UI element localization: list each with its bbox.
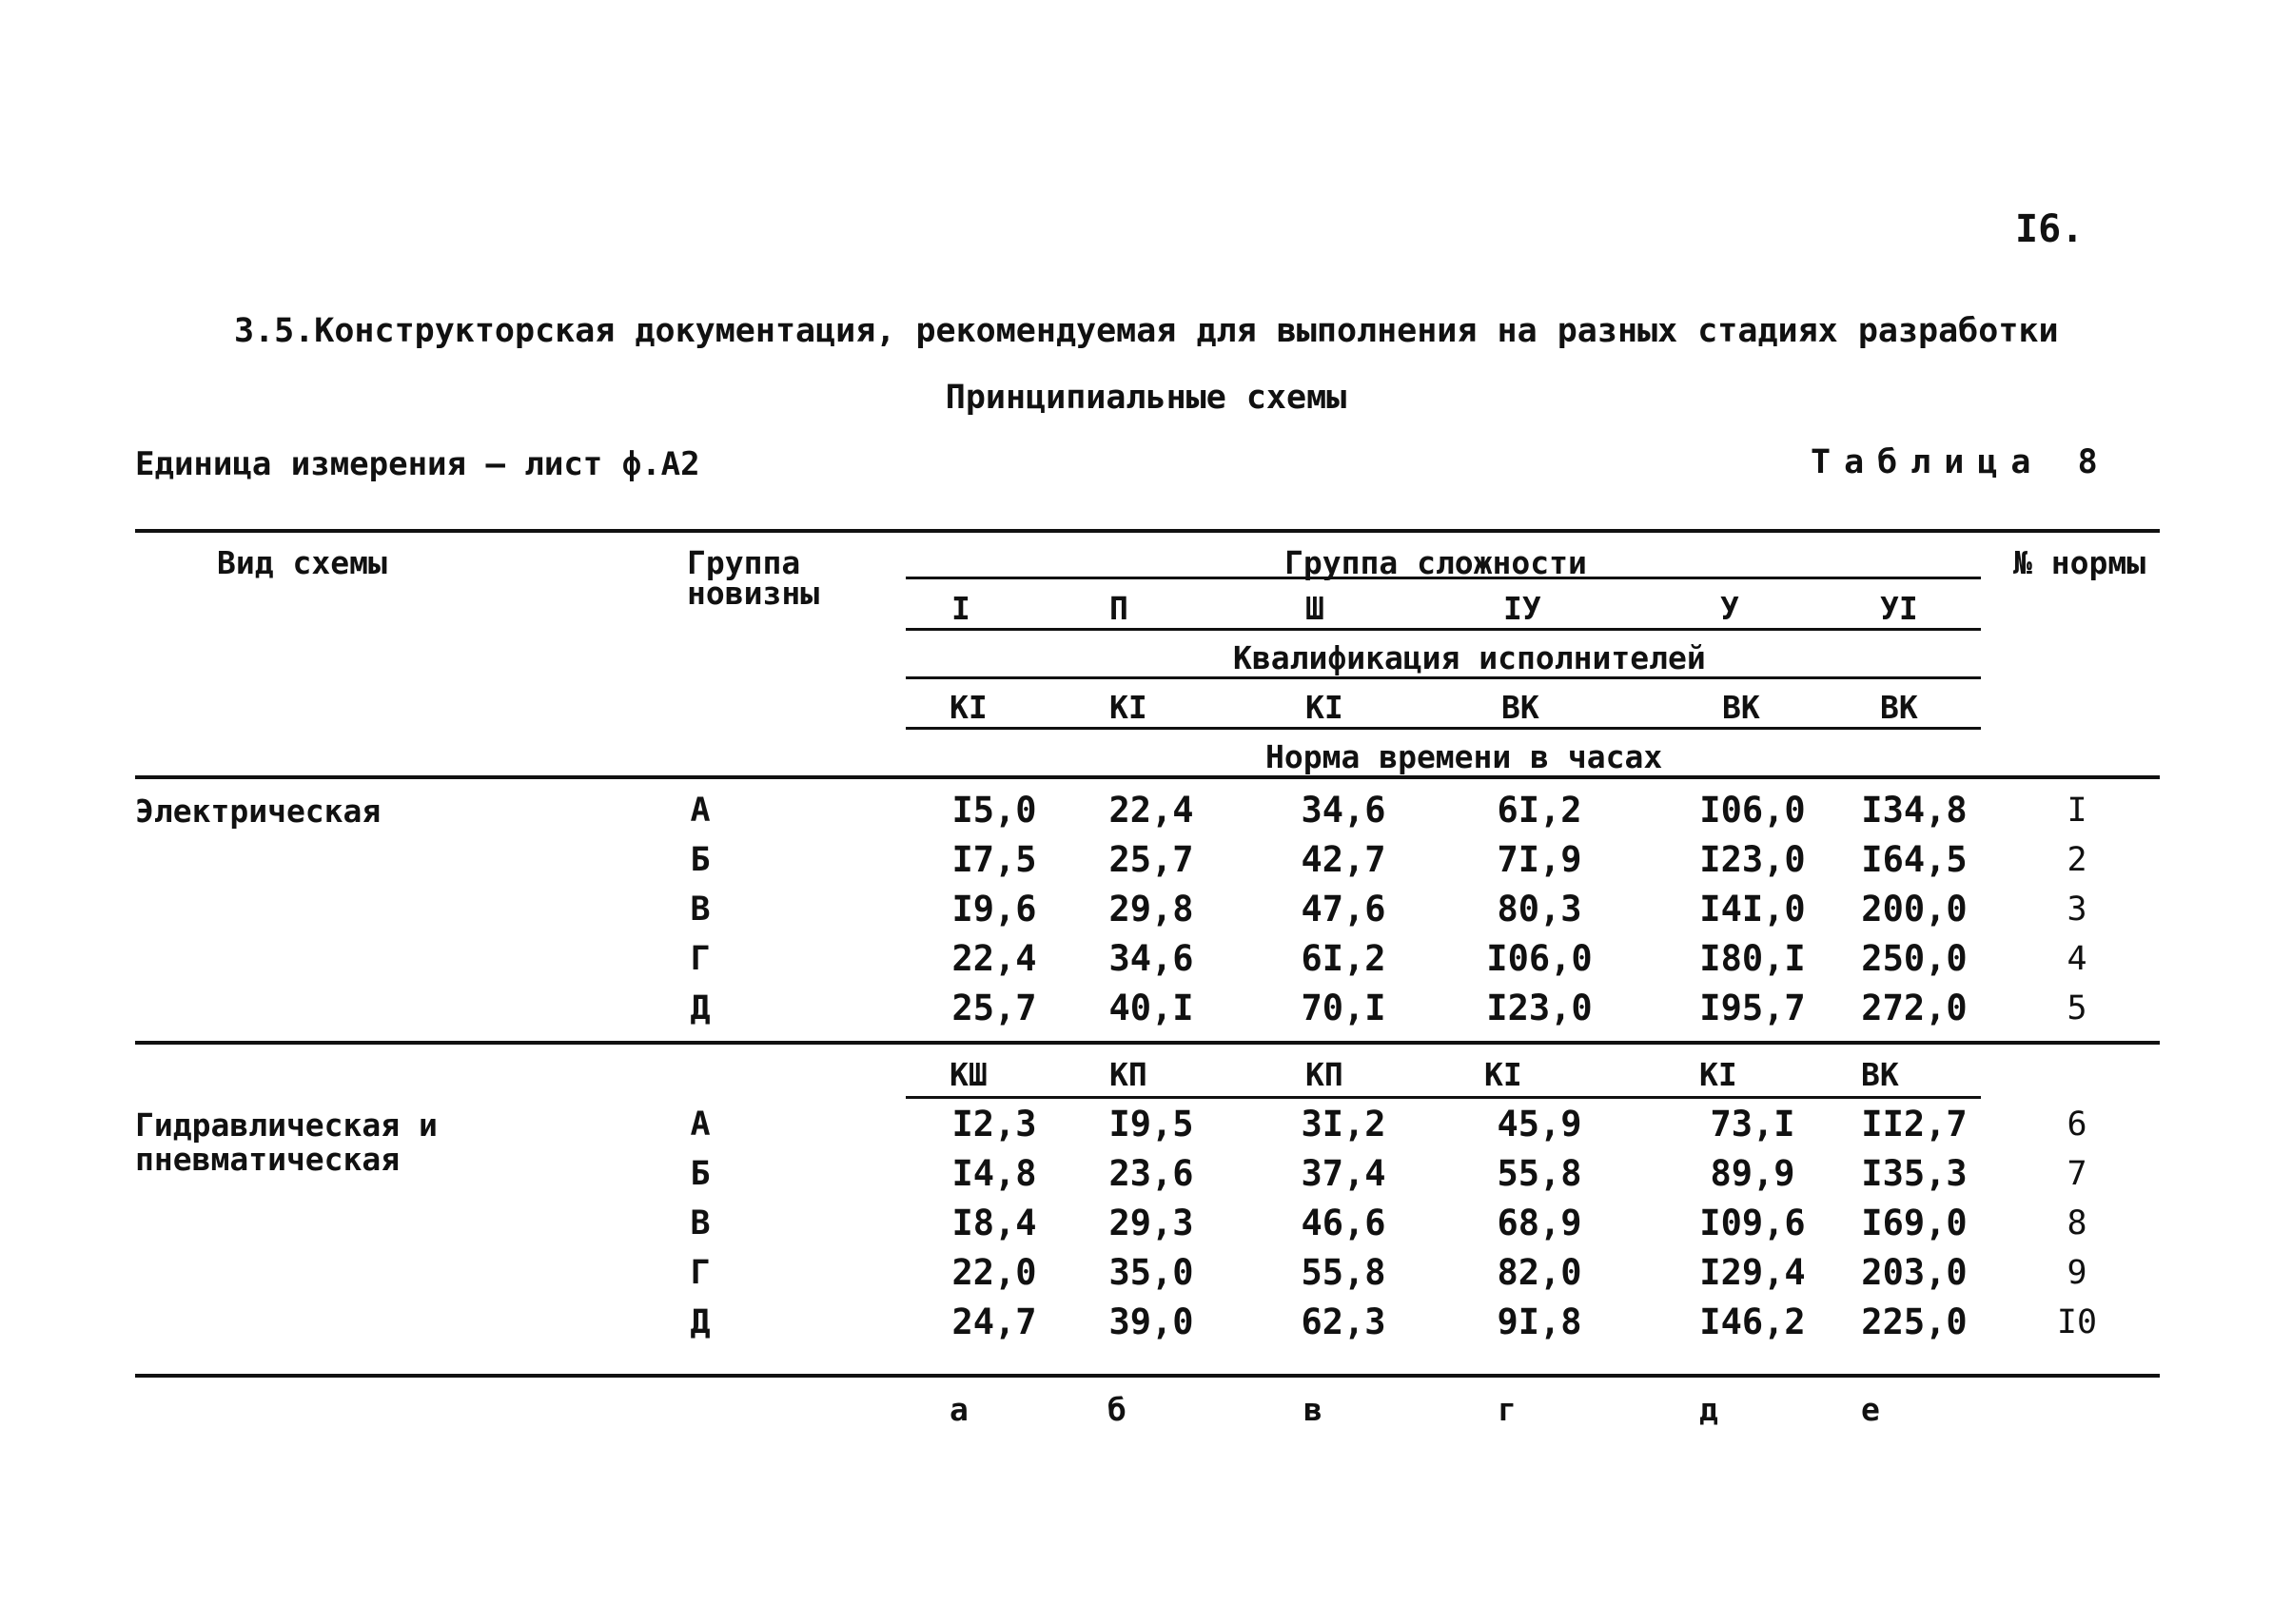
header-norm-number: № нормы xyxy=(2013,544,2146,581)
table-label: Таблица 8 xyxy=(1811,443,2111,481)
time-value: 55,8 xyxy=(1497,1153,1582,1194)
time-value: 34,6 xyxy=(1108,938,1194,979)
time-value: 6I,2 xyxy=(1301,938,1386,979)
novelty-group: Г xyxy=(690,1254,711,1292)
time-value: 3I,2 xyxy=(1301,1104,1386,1145)
levels-rule xyxy=(906,628,1981,631)
column-letter: г xyxy=(1498,1391,1517,1428)
qualification-code: ВК xyxy=(1861,1056,1899,1093)
norm-number: 4 xyxy=(2067,940,2087,978)
time-value: 22,4 xyxy=(951,938,1037,979)
time-value: 29,3 xyxy=(1108,1203,1194,1243)
complexity-level: П xyxy=(1109,590,1128,627)
qualification-code: КI xyxy=(950,689,988,726)
complexity-level: У xyxy=(1720,590,1739,627)
time-value: 22,0 xyxy=(951,1252,1037,1293)
header-complexity-group: Группа сложности xyxy=(1284,544,1587,581)
header-bottom-rule xyxy=(135,775,2160,779)
time-value: 68,9 xyxy=(1497,1203,1582,1243)
time-value: 89,9 xyxy=(1710,1153,1795,1194)
time-value: 42,7 xyxy=(1301,839,1386,880)
section2-label-line2: пневматическая xyxy=(135,1141,401,1178)
time-value: 80,3 xyxy=(1497,889,1582,929)
time-value: 46,6 xyxy=(1301,1203,1386,1243)
section2-codes-rule xyxy=(906,1096,1981,1099)
header-novelty-group-line1: Группа xyxy=(687,544,801,581)
time-value: I06,0 xyxy=(1699,790,1806,831)
column-letter: б xyxy=(1107,1391,1126,1428)
complexity-level: I xyxy=(951,590,970,627)
time-value: I2,3 xyxy=(951,1104,1037,1145)
novelty-group: В xyxy=(690,890,711,929)
time-value: I7,5 xyxy=(951,839,1037,880)
section-heading: 3.5.Конструкторская документация, рекомендуемая для выполнения на разных стадиях разработки xyxy=(234,312,2059,350)
time-value: I80,I xyxy=(1699,938,1806,979)
time-value: 24,7 xyxy=(951,1301,1037,1342)
time-value: 23,6 xyxy=(1108,1153,1194,1194)
time-value: I69,0 xyxy=(1861,1203,1968,1243)
header-time-norm: Норма времени в часах xyxy=(1265,738,1663,775)
time-value: 40,I xyxy=(1108,988,1194,1028)
time-value: 55,8 xyxy=(1301,1252,1386,1293)
time-value: I23,0 xyxy=(1699,839,1806,880)
qualification-code: КI xyxy=(1484,1056,1522,1093)
time-value: 203,0 xyxy=(1861,1252,1968,1293)
time-value: I64,5 xyxy=(1861,839,1968,880)
column-letter: е xyxy=(1861,1391,1880,1428)
norm-number: 6 xyxy=(2067,1105,2087,1144)
qualification-rule xyxy=(906,676,1981,679)
table-subheading: Принципиальные схемы xyxy=(945,379,1347,417)
qualification-code: ВК xyxy=(1722,689,1760,726)
time-value: I95,7 xyxy=(1699,988,1806,1028)
time-value: I09,6 xyxy=(1699,1203,1806,1243)
time-value: I29,4 xyxy=(1699,1252,1806,1293)
qualification-code: КI xyxy=(1109,689,1147,726)
norm-number: 8 xyxy=(2067,1204,2087,1242)
qualification-code: КI xyxy=(1305,689,1343,726)
novelty-group: В xyxy=(690,1204,711,1242)
time-value: 25,7 xyxy=(1108,839,1194,880)
codes-rule xyxy=(906,727,1981,730)
norm-number: 5 xyxy=(2067,989,2087,1027)
time-value: 35,0 xyxy=(1108,1252,1194,1293)
time-value: 7I,9 xyxy=(1497,839,1582,880)
time-value: I35,3 xyxy=(1861,1153,1968,1194)
time-value: I4,8 xyxy=(951,1153,1037,1194)
novelty-group: Б xyxy=(690,1155,711,1193)
norm-number: 9 xyxy=(2067,1254,2087,1292)
novelty-group: Д xyxy=(690,1303,711,1341)
qualification-code: ВК xyxy=(1880,689,1918,726)
novelty-group: А xyxy=(690,792,711,830)
page-number: I6. xyxy=(2015,207,2085,251)
column-letter: а xyxy=(950,1391,969,1428)
time-value: 272,0 xyxy=(1861,988,1968,1028)
time-value: 34,6 xyxy=(1301,790,1386,831)
header-novelty-group-line2: новизны xyxy=(687,575,820,612)
novelty-group: Д xyxy=(690,989,711,1027)
unit-label: Единица измерения – лист ф.А2 xyxy=(135,445,700,483)
column-letter: д xyxy=(1699,1391,1718,1428)
qualification-code: КШ xyxy=(950,1056,988,1093)
time-value: 45,9 xyxy=(1497,1104,1582,1145)
section1-label: Электрическая xyxy=(135,792,382,830)
qualification-code: КП xyxy=(1109,1056,1147,1093)
novelty-group: А xyxy=(690,1105,711,1144)
norm-number: I0 xyxy=(2056,1303,2098,1341)
time-value: 225,0 xyxy=(1861,1301,1968,1342)
time-value: II2,7 xyxy=(1861,1104,1968,1145)
time-value: I5,0 xyxy=(951,790,1037,831)
time-value: 29,8 xyxy=(1108,889,1194,929)
column-letter: в xyxy=(1303,1391,1322,1428)
time-value: I9,6 xyxy=(951,889,1037,929)
norm-number: I xyxy=(2067,792,2087,830)
novelty-group: Г xyxy=(690,940,711,978)
time-value: I9,5 xyxy=(1108,1104,1194,1145)
norm-number: 7 xyxy=(2067,1155,2087,1193)
norm-number: 3 xyxy=(2067,890,2087,929)
time-value: 37,4 xyxy=(1301,1153,1386,1194)
time-value: I46,2 xyxy=(1699,1301,1806,1342)
qualification-code: КП xyxy=(1305,1056,1343,1093)
section-divider-rule xyxy=(135,1041,2160,1045)
time-value: 82,0 xyxy=(1497,1252,1582,1293)
time-value: 39,0 xyxy=(1108,1301,1194,1342)
time-value: I34,8 xyxy=(1861,790,1968,831)
table-top-rule xyxy=(135,529,2160,533)
time-value: 73,I xyxy=(1710,1104,1795,1145)
section2-label-line1: Гидравлическая и xyxy=(135,1106,438,1144)
time-value: 47,6 xyxy=(1301,889,1386,929)
time-value: 6I,2 xyxy=(1497,790,1582,831)
time-value: 62,3 xyxy=(1301,1301,1386,1342)
time-value: I23,0 xyxy=(1486,988,1593,1028)
complexity-level: Ш xyxy=(1305,590,1324,627)
time-value: 22,4 xyxy=(1108,790,1194,831)
time-value: I4I,0 xyxy=(1699,889,1806,929)
time-value: 200,0 xyxy=(1861,889,1968,929)
novelty-group: Б xyxy=(690,841,711,879)
table-bottom-rule xyxy=(135,1374,2160,1378)
time-value: 70,I xyxy=(1301,988,1386,1028)
complexity-level: IУ xyxy=(1503,590,1541,627)
time-value: 250,0 xyxy=(1861,938,1968,979)
qualification-code: КI xyxy=(1699,1056,1737,1093)
header-scheme-type: Вид схемы xyxy=(217,544,387,581)
qualification-code: ВК xyxy=(1501,689,1539,726)
time-value: I06,0 xyxy=(1486,938,1593,979)
time-value: I8,4 xyxy=(951,1203,1037,1243)
time-value: 9I,8 xyxy=(1497,1301,1582,1342)
norm-number: 2 xyxy=(2067,841,2087,879)
header-qualification: Квалификация исполнителей xyxy=(1233,639,1706,676)
time-value: 25,7 xyxy=(951,988,1037,1028)
complexity-level: УI xyxy=(1880,590,1918,627)
